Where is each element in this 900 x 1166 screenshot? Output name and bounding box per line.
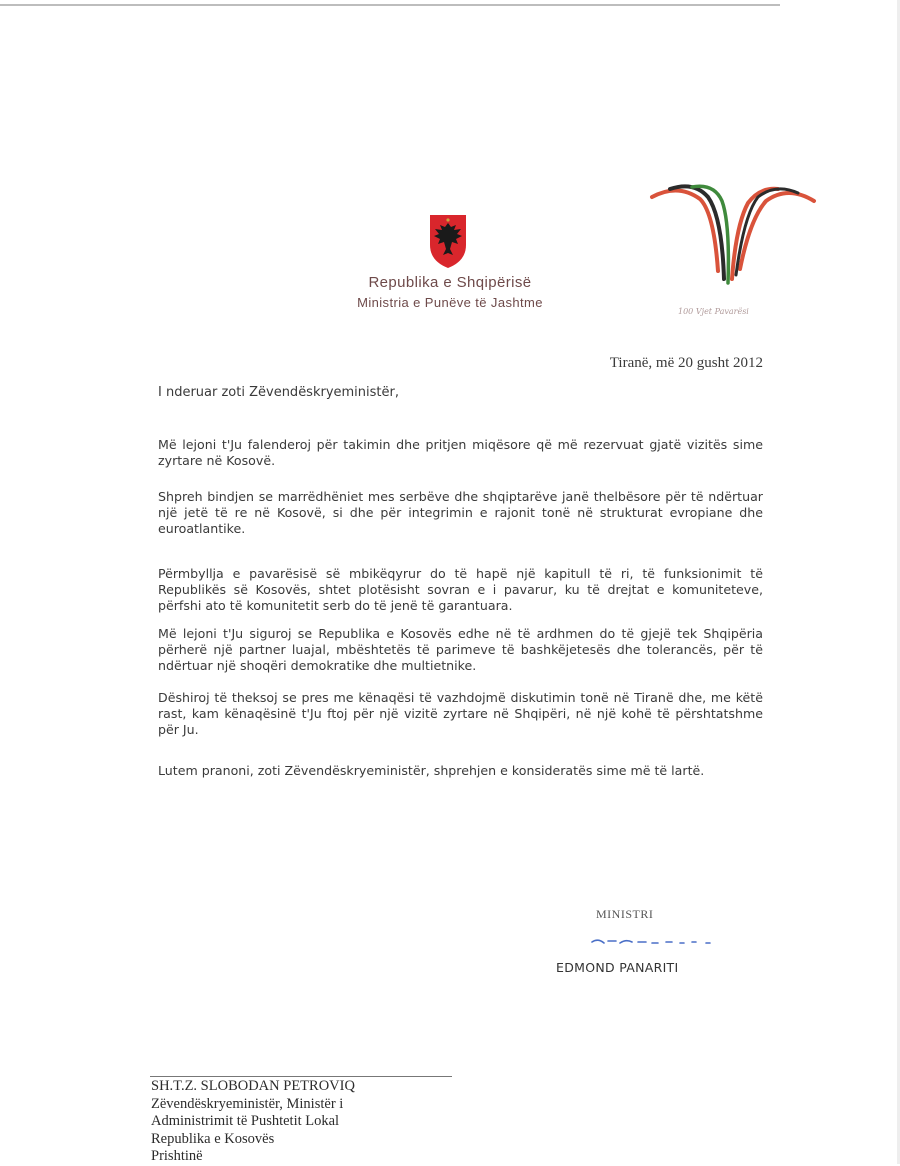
body-paragraph: Shpreh bindjen se marrëdhëniet mes serbëve dhe shqiptarëve janë thelbësore për të ndërtuar një jetë të re në Kosovë, si dhe për integrimin e rajonit tonë në strukturat evropiane dhe euroatlantike. [158,489,763,536]
scan-top-edge [0,4,780,6]
letterhead-ministry: Ministria e Punëve të Jashtme [357,295,543,310]
albanian-coat-of-arms-icon [428,211,468,269]
body-paragraph: Dëshiroj të theksoj se pres me kënaqësi të vazhdojmë diskutimin tonë në Tiranë dhe, me këtë rast, kam kënaqësinë t'Ju ftoj për një vizitë zyrtare në Shqipëri, në një kohë të përshtatshme për Ju. [158,690,763,737]
closing-paragraph: Lutem pranoni, zoti Zëvendëskryeministër, shprehjen e konsideratës sime më të lartë. [158,763,705,778]
addressee-line: Zëvendëskryeministër, Ministër i [151,1095,344,1112]
addressee-name: SH.T.Z. SLOBODAN PETROVIQ [151,1078,355,1094]
addressee-city: Prishtinë [151,1148,203,1164]
signature-title: MINISTRI [596,907,654,921]
signature-mark [588,934,718,948]
letter-date: Tiranë, më 20 gusht 2012 [609,355,763,371]
addressee-divider [150,1076,452,1077]
addressee-block [151,1078,355,1166]
body-paragraph: Më lejoni t'Ju siguroj se Republika e Kosovës edhe në të ardhmen do të gjejë tek Shqipëria përherë një partner luajal, mbështetës të parimeve të bashkëjetesës dhe tolerancës, për të ndërtuar një shoqëri demokratike dhe multietnike. [158,626,763,673]
letterhead-country: Republika e Shqipërisë [368,274,532,291]
anniversary-caption: 100 Vjet Pavarësi [678,307,749,316]
body-paragraph: Përmbyllja e pavarësisë së mbikëqyrur do të hapë një kapitull të ri, të funksionimit të Republikës së Kosovës, shtet plotësisht sovran e i pavarur, ku të drejtat e komuniteteve, përfshi ato të komunitetit serb do të jenë të garantuara. [158,566,763,613]
addressee-line: Republika e Kosovës [151,1130,275,1147]
body-paragraph: Më lejoni t'Ju falenderoj për takimin dhe pritjen miqësore që më rezervuat gjatë vizitës sime zyrtare në Kosovë. [158,437,763,468]
signatory-name: EDMOND PANARITI [556,960,679,975]
addressee-line: Administrimit të Pushtetit Lokal [151,1113,340,1129]
independence-centenary-logo-icon [648,183,818,293]
salutation: I nderuar zoti Zëvendëskryeministër, [158,385,399,400]
